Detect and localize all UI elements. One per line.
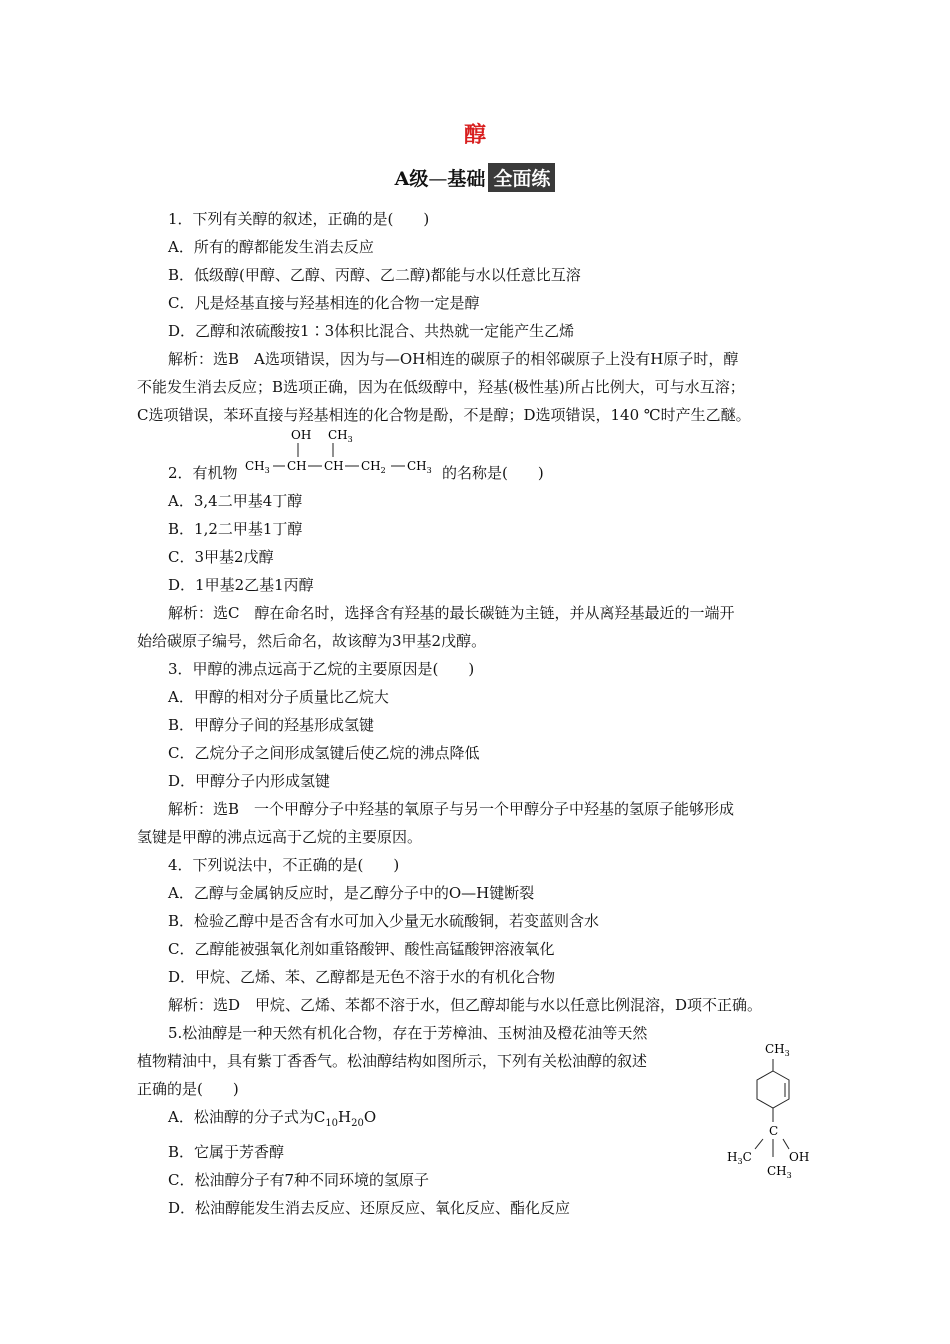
q2-ch2: $CH_2$: [361, 459, 386, 475]
level-label: A级: [394, 168, 429, 190]
q2-ch-a: CH: [287, 459, 307, 473]
q2-ch3-top-label: $CH_3$: [328, 428, 353, 444]
q4-option-a: A．乙醇与金属钠反应时，是乙醇分子中的O—H键断裂: [168, 884, 535, 902]
page-title: 醇: [463, 122, 486, 148]
q5-option-b: B．它属于芳香醇: [168, 1143, 285, 1161]
q1-stem: 1．下列有关醇的叙述，正确的是( ): [168, 210, 430, 228]
q4-analysis-line-1: 解析：选D 甲烷、乙烯、苯都不溶于水，但乙醇却能与水以任意比例混溶，D项不正确。: [168, 996, 763, 1014]
q2-option-d: D．1甲基2乙基1丙醇: [168, 576, 314, 594]
q1-analysis-line-2: 不能发生消去反应；B选项正确，因为在低级醇中，羟基(极性基)所占比例大，可与水互溶；: [137, 378, 745, 396]
exercise-content: [137, 205, 827, 1222]
q5-option-a: A．松油醇的分子式为$C_{10}H_{20}O$: [168, 1108, 377, 1129]
q2-stem-prefix: 2．有机物: [168, 464, 238, 482]
q2-oh-label: OH: [291, 428, 312, 442]
q3-stem: 3．甲醇的沸点远高于乙烷的主要原因是( ): [168, 660, 475, 678]
q1-option-c: C．凡是烃基直接与羟基相连的化合物一定是醇: [168, 294, 480, 312]
q5-bond-c-h3c: [755, 1139, 763, 1149]
q1-analysis-line-1: 解析：选B A选项错误，因为与—OH相连的碳原子的相邻碳原子上没有H原子时，醇: [168, 350, 739, 368]
q5-option-d: D．松油醇能发生消去反应、还原反应、氧化反应、酯化反应: [168, 1199, 571, 1217]
q5-c-atom: C: [769, 1124, 779, 1138]
q1-analysis-line-3: C选项错误，苯环直接与羟基相连的化合物是酚，不是醇；D选项错误，140 ℃时产生乙醚。: [137, 406, 751, 424]
q5-bond-c-oh: [783, 1139, 789, 1149]
q2-analysis-line-2: 始给碳原子编号，然后命名，故该醇为3甲基2戊醇。: [137, 632, 487, 650]
q3-analysis-line-2: 氢键是甲醇的沸点远高于乙烷的主要原因。: [137, 828, 423, 846]
q5-block: [137, 1019, 827, 1222]
q1-option-b: B．低级醇(甲醇、乙醇、丙醇、乙二醇)都能与水以任意比互溶: [168, 266, 581, 284]
q1-option-a: A．所有的醇都能发生消去反应: [168, 238, 374, 256]
level-tag: 全面练: [488, 163, 555, 192]
q4-stem: 4．下列说法中，不正确的是( ): [168, 856, 400, 874]
q1-option-d: D．乙醇和浓硫酸按1∶3体积比混合、共热就一定能产生乙烯: [168, 322, 575, 340]
q2-option-b: B．1,2二甲基1丁醇: [168, 520, 303, 538]
q3-option-c: C．乙烷分子之间形成氢键后使乙烷的沸点降低: [168, 744, 480, 762]
q4-option-b: B．检验乙醇中是否含有水可加入少量无水硫酸铜，若变蓝则含水: [168, 912, 600, 930]
q3-option-a: A．甲醇的相对分子质量比乙烷大: [168, 688, 389, 706]
q3-analysis-line-1: 解析：选B 一个甲醇分子中羟基的氧原子与另一个甲醇分子中羟基的氢原子能够形成: [168, 800, 735, 818]
q3-option-d: D．甲醇分子内形成氢键: [168, 772, 331, 790]
q2-ch3-right: $CH_3$: [407, 459, 432, 475]
q2-structural-formula: [245, 427, 445, 489]
level-text: 基础: [447, 168, 486, 190]
q5-stem-line-3: 正确的是( ): [137, 1080, 239, 1098]
q4-option-d: D．甲烷、乙烯、苯、乙醇都是无色不溶于水的有机化合物: [168, 968, 556, 986]
q2-stem-suffix: 的名称是( ): [442, 464, 544, 482]
q3-option-b: B．甲醇分子间的羟基形成氢键: [168, 716, 375, 734]
q5-ch3-bottom: $CH_3$: [767, 1164, 792, 1180]
q5-ch3-top: $CH_3$: [765, 1042, 790, 1058]
q2-ch-b: CH: [324, 459, 344, 473]
q4-option-c: C．乙醇能被强氧化剂如重铬酸钾、酸性高锰酸钾溶液氧化: [168, 940, 555, 958]
q5-stem-line-1: 5.松油醇是一种天然有机化合物，存在于芳樟油、玉树油及橙花油等天然: [168, 1024, 648, 1042]
q2-option-a: A．3,4二甲基4丁醇: [168, 492, 303, 510]
q2-option-c: C．3甲基2戊醇: [168, 548, 274, 566]
q5-option-c: C．松油醇分子有7种不同环境的氢原子: [168, 1171, 430, 1189]
q5-structural-formula: [727, 1041, 827, 1181]
level-dash: —: [428, 168, 448, 190]
section-heading: [0, 163, 950, 192]
q5-ring: [757, 1071, 789, 1108]
q2-ch3-left: $CH_3$: [245, 459, 270, 475]
q5-h3c: $H_3C$: [727, 1150, 752, 1166]
q2-stem: [137, 428, 827, 487]
q5-oh: OH: [789, 1150, 810, 1164]
q2-analysis-line-1: 解析：选C 醇在命名时，选择含有羟基的最长碳链为主链，并从离羟基最近的一端开: [168, 604, 735, 622]
q5-stem-line-2: 植物精油中，具有紫丁香香气。松油醇结构如图所示，下列有关松油醇的叙述: [137, 1052, 648, 1070]
